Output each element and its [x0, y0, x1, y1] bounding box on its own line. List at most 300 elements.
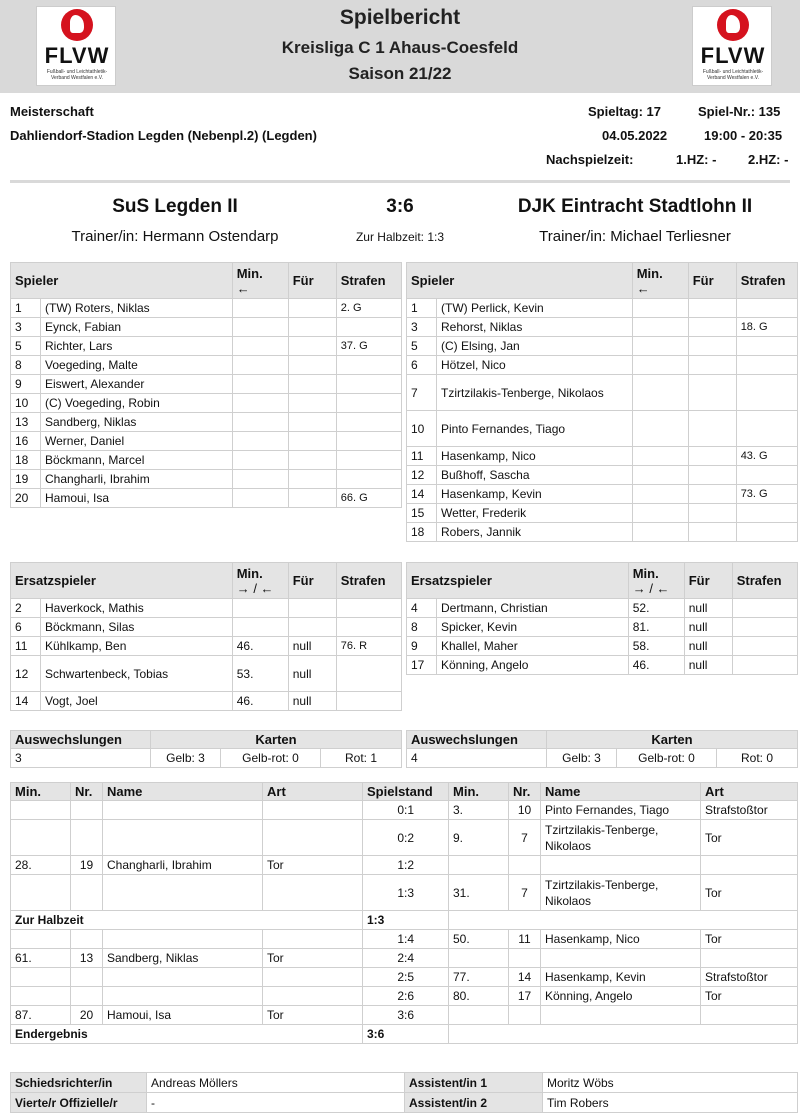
player-card	[336, 618, 401, 637]
player-card	[336, 413, 401, 432]
player-minute	[632, 318, 688, 337]
player-card	[732, 656, 797, 675]
home-summary-table	[10, 730, 402, 768]
goal-row	[11, 968, 798, 987]
player-minute	[232, 432, 288, 451]
player-name: Robers, Jannik	[437, 523, 633, 542]
player-card	[336, 470, 401, 489]
goal-row	[11, 875, 798, 911]
player-card	[736, 466, 797, 485]
flvw-logo-right	[692, 6, 772, 86]
player-minute	[232, 489, 288, 508]
table-row	[11, 451, 402, 470]
player-name: (TW) Perlick, Kevin	[437, 299, 633, 318]
away-goal-type: Tor	[701, 875, 798, 911]
away-goal-number: 11	[509, 930, 541, 949]
player-for: null	[288, 637, 336, 656]
table-row	[11, 489, 402, 508]
player-for	[288, 489, 336, 508]
table-row	[11, 637, 402, 656]
table-row	[11, 394, 402, 413]
player-for	[688, 504, 736, 523]
for-column-header: Für	[688, 263, 736, 299]
away-goal-scorer: Pinto Fernandes, Tiago	[541, 801, 701, 820]
player-number: 17	[407, 656, 437, 675]
running-score: 2:6	[363, 987, 449, 1006]
empty-cell	[449, 1025, 798, 1044]
away-goal-scorer	[541, 1006, 701, 1025]
player-minute: 52.	[628, 599, 684, 618]
player-name: Pinto Fernandes, Tiago	[437, 411, 633, 447]
away-subs-count: 4	[407, 749, 547, 768]
player-name: Hasenkamp, Nico	[437, 447, 633, 466]
player-name: Sandberg, Niklas	[41, 413, 233, 432]
extra-time-hz1: 1.HZ: -	[676, 152, 717, 167]
home-name-header: Name	[103, 783, 263, 801]
home-goal-scorer: Changharli, Ibrahim	[103, 856, 263, 875]
extra-time-hz2: 2.HZ: -	[748, 152, 789, 167]
player-minute	[632, 375, 688, 411]
away-goal-number: 10	[509, 801, 541, 820]
goal-row	[11, 1025, 798, 1044]
fourth-official-label: Vierte/r Offizielle/r	[11, 1093, 147, 1113]
table-row	[11, 375, 402, 394]
running-score: 1:4	[363, 930, 449, 949]
away-goal-minute	[449, 949, 509, 968]
away-lineup-table	[406, 262, 798, 542]
player-minute	[232, 413, 288, 432]
cards-column-header: Strafen	[732, 563, 797, 599]
away-goal-scorer: Tzirtzilakis-Tenberge, Nikolaos	[541, 820, 701, 856]
referee-label: Schiedsrichter/in	[11, 1073, 147, 1093]
player-card	[336, 451, 401, 470]
player-for	[288, 337, 336, 356]
player-card	[736, 375, 797, 411]
minute-column-header	[632, 263, 688, 299]
player-card	[336, 432, 401, 451]
player-for	[288, 375, 336, 394]
minute-header-arrow: → / ←	[632, 580, 670, 596]
period-label: Zur Halbzeit	[11, 911, 363, 930]
player-number: 7	[407, 375, 437, 411]
goal-row	[11, 911, 798, 930]
fourth-official-name: -	[147, 1093, 405, 1113]
player-minute	[232, 599, 288, 618]
player-minute	[632, 504, 688, 523]
away-goal-minute: 31.	[449, 875, 509, 911]
player-for	[288, 470, 336, 489]
minute-column-header	[232, 563, 288, 599]
away-goal-type	[701, 949, 798, 968]
home-type-header: Art	[263, 783, 363, 801]
running-score: 1:2	[363, 856, 449, 875]
player-for	[288, 299, 336, 318]
home-yellow-count: Gelb: 3	[151, 749, 221, 768]
player-card	[736, 411, 797, 447]
player-number: 5	[407, 337, 437, 356]
player-card: 76. R	[336, 637, 401, 656]
home-goal-type	[263, 987, 363, 1006]
logo-word: FLVW	[44, 43, 110, 68]
home-goal-number: 13	[71, 949, 103, 968]
away-yellowred-count: Gelb-rot: 0	[617, 749, 717, 768]
table-row	[11, 470, 402, 489]
away-red-count: Rot: 0	[717, 749, 798, 768]
player-for: null	[288, 692, 336, 711]
player-for	[688, 375, 736, 411]
home-goal-number	[71, 987, 103, 1006]
cards-header: Karten	[151, 731, 402, 749]
home-red-count: Rot: 1	[321, 749, 402, 768]
home-subs-count: 3	[11, 749, 151, 768]
player-minute	[232, 394, 288, 413]
player-minute	[632, 447, 688, 466]
home-team-name: SuS Legden II	[112, 196, 238, 217]
home-goal-number	[71, 968, 103, 987]
empty-cell	[449, 911, 798, 930]
away-goal-number: 7	[509, 820, 541, 856]
away-trainer: Trainer/in: Michael Terliesner	[539, 228, 731, 245]
divider	[10, 180, 790, 183]
goal-row	[11, 820, 798, 856]
player-number: 9	[11, 375, 41, 394]
minute-header-text: Min.	[632, 565, 659, 581]
away-goal-type: Tor	[701, 987, 798, 1006]
away-number-header: Nr.	[509, 783, 541, 801]
away-goal-minute	[449, 856, 509, 875]
period-score: 3:6	[363, 1025, 449, 1044]
player-name: Kühlkamp, Ben	[41, 637, 233, 656]
table-row	[11, 599, 402, 618]
home-goal-minute	[11, 801, 71, 820]
player-card	[736, 356, 797, 375]
match-date: 04.05.2022	[602, 128, 668, 143]
player-number: 9	[407, 637, 437, 656]
player-minute	[632, 523, 688, 542]
player-for	[288, 599, 336, 618]
player-column-header: Spieler	[11, 263, 233, 299]
home-goal-minute: 61.	[11, 949, 71, 968]
home-goal-scorer	[103, 801, 263, 820]
player-for: null	[288, 656, 336, 692]
home-number-header: Nr.	[71, 783, 103, 801]
table-row	[407, 299, 798, 318]
player-name: Voegeding, Malte	[41, 356, 233, 375]
player-number: 6	[407, 356, 437, 375]
referee-name: Andreas Möllers	[147, 1073, 405, 1093]
player-name: Böckmann, Silas	[41, 618, 233, 637]
officials-table	[10, 1072, 798, 1113]
goal-row	[11, 1006, 798, 1025]
player-minute	[232, 356, 288, 375]
goal-row	[11, 987, 798, 1006]
player-card	[736, 337, 797, 356]
period-label: Endergebnis	[11, 1025, 363, 1044]
for-column-header: Für	[288, 263, 336, 299]
player-number: 13	[11, 413, 41, 432]
table-row	[407, 504, 798, 523]
running-score: 1:3	[363, 875, 449, 911]
home-goal-type: Tor	[263, 949, 363, 968]
player-for	[688, 466, 736, 485]
home-minute-header: Min.	[11, 783, 71, 801]
home-goal-type	[263, 930, 363, 949]
home-goal-minute	[11, 987, 71, 1006]
player-for: null	[684, 637, 732, 656]
home-goal-number	[71, 820, 103, 856]
player-number: 18	[407, 523, 437, 542]
table-row	[11, 318, 402, 337]
away-goal-minute: 3.	[449, 801, 509, 820]
running-score: 0:1	[363, 801, 449, 820]
for-column-header: Für	[288, 563, 336, 599]
player-minute	[632, 299, 688, 318]
player-name: Richter, Lars	[41, 337, 233, 356]
assistant2-label: Assistent/in 2	[405, 1093, 543, 1113]
table-row	[11, 356, 402, 375]
away-goal-type: Strafstoßtor	[701, 801, 798, 820]
player-card: 18. G	[736, 318, 797, 337]
player-for: null	[684, 599, 732, 618]
player-for	[688, 299, 736, 318]
player-number: 5	[11, 337, 41, 356]
player-minute	[232, 337, 288, 356]
minute-header-arrow: ←	[636, 280, 650, 296]
player-number: 1	[407, 299, 437, 318]
home-goal-minute	[11, 968, 71, 987]
home-goal-minute	[11, 930, 71, 949]
logo-subtitle: Fußball- und Leichtathletik-Verband Westfalen e.V.	[702, 69, 764, 81]
player-minute: 46.	[232, 637, 288, 656]
home-goal-scorer	[103, 968, 263, 987]
player-card	[336, 692, 401, 711]
table-row	[407, 356, 798, 375]
for-column-header: Für	[684, 563, 732, 599]
away-goal-scorer: Hasenkamp, Kevin	[541, 968, 701, 987]
home-goal-scorer: Sandberg, Niklas	[103, 949, 263, 968]
player-number: 14	[407, 485, 437, 504]
player-minute: 53.	[232, 656, 288, 692]
assistant2-name: Tim Robers	[543, 1093, 798, 1113]
player-for	[688, 447, 736, 466]
player-minute	[232, 618, 288, 637]
player-card	[336, 656, 401, 692]
league-title: Kreisliga C 1 Ahaus-Coesfeld	[281, 38, 519, 57]
table-row	[407, 337, 798, 356]
player-card	[336, 356, 401, 375]
table-row	[407, 656, 798, 675]
cards-column-header: Strafen	[736, 263, 797, 299]
player-card: 2. G	[336, 299, 401, 318]
player-name: Könning, Angelo	[437, 656, 629, 675]
minute-column-header	[232, 263, 288, 299]
logo-word: FLVW	[700, 43, 766, 68]
player-number: 20	[11, 489, 41, 508]
player-for	[288, 318, 336, 337]
away-goal-type: Strafstoßtor	[701, 968, 798, 987]
home-goal-type	[263, 820, 363, 856]
home-goal-type	[263, 968, 363, 987]
player-number: 1	[11, 299, 41, 318]
away-goal-number	[509, 949, 541, 968]
subs-header: Auswechslungen	[11, 731, 151, 749]
cards-header: Karten	[547, 731, 798, 749]
player-name: Hasenkamp, Kevin	[437, 485, 633, 504]
player-for	[288, 356, 336, 375]
goal-row	[11, 949, 798, 968]
player-name: Vogt, Joel	[41, 692, 233, 711]
home-goal-number	[71, 801, 103, 820]
player-number: 4	[407, 599, 437, 618]
player-for	[688, 411, 736, 447]
home-goal-scorer	[103, 930, 263, 949]
player-name: Hamoui, Isa	[41, 489, 233, 508]
player-for: null	[684, 618, 732, 637]
minute-header-text: Min.	[636, 265, 663, 281]
horse-emblem-icon	[717, 9, 749, 41]
player-for	[688, 337, 736, 356]
goals-table	[10, 782, 798, 1044]
player-minute	[632, 411, 688, 447]
home-goal-minute: 28.	[11, 856, 71, 875]
home-lineup-table	[10, 262, 402, 508]
away-goal-scorer	[541, 949, 701, 968]
player-card	[736, 523, 797, 542]
table-row	[407, 618, 798, 637]
player-name: Spicker, Kevin	[437, 618, 629, 637]
goal-row	[11, 856, 798, 875]
player-card: 66. G	[336, 489, 401, 508]
player-for	[688, 523, 736, 542]
player-minute	[632, 356, 688, 375]
player-card: 73. G	[736, 485, 797, 504]
home-subs-table	[10, 562, 402, 711]
logo-subtitle: Fußball- und Leichtathletik-Verband Westfalen e.V.	[46, 69, 108, 81]
player-for	[288, 394, 336, 413]
player-number: 12	[407, 466, 437, 485]
away-yellow-count: Gelb: 3	[547, 749, 617, 768]
away-goal-minute: 80.	[449, 987, 509, 1006]
cards-column-header: Strafen	[336, 263, 401, 299]
player-card	[736, 299, 797, 318]
season-title: Saison 21/22	[348, 64, 452, 83]
assistant1-label: Assistent/in 1	[405, 1073, 543, 1093]
player-name: Wetter, Frederik	[437, 504, 633, 523]
subs-header: Auswechslungen	[407, 731, 547, 749]
away-goal-number: 14	[509, 968, 541, 987]
player-column-header: Ersatzspieler	[11, 563, 233, 599]
home-goal-type: Tor	[263, 856, 363, 875]
away-goal-minute: 77.	[449, 968, 509, 987]
cards-column-header: Strafen	[336, 563, 401, 599]
away-goal-minute	[449, 1006, 509, 1025]
away-goal-type: Tor	[701, 930, 798, 949]
player-minute	[232, 470, 288, 489]
player-card	[732, 618, 797, 637]
player-minute	[232, 375, 288, 394]
player-number: 11	[11, 637, 41, 656]
player-name: Haverkock, Mathis	[41, 599, 233, 618]
home-goal-type	[263, 875, 363, 911]
player-name: Tzirtzilakis-Tenberge, Nikolaos	[437, 375, 633, 411]
player-number: 19	[11, 470, 41, 489]
player-card: 43. G	[736, 447, 797, 466]
player-card	[336, 599, 401, 618]
home-goal-number: 20	[71, 1006, 103, 1025]
player-for: null	[684, 656, 732, 675]
away-goal-scorer: Könning, Angelo	[541, 987, 701, 1006]
away-name-header: Name	[541, 783, 701, 801]
home-goal-scorer	[103, 820, 263, 856]
running-score: 0:2	[363, 820, 449, 856]
player-minute: 81.	[628, 618, 684, 637]
player-number: 10	[407, 411, 437, 447]
table-row	[11, 413, 402, 432]
player-name: Böckmann, Marcel	[41, 451, 233, 470]
away-goal-type	[701, 856, 798, 875]
player-minute: 46.	[628, 656, 684, 675]
away-type-header: Art	[701, 783, 798, 801]
player-for	[288, 618, 336, 637]
away-subs-table	[406, 562, 798, 675]
running-score: 3:6	[363, 1006, 449, 1025]
player-card	[336, 394, 401, 413]
player-number: 6	[11, 618, 41, 637]
home-yellowred-count: Gelb-rot: 0	[221, 749, 321, 768]
player-minute: 58.	[628, 637, 684, 656]
away-goal-scorer: Tzirtzilakis-Tenberge, Nikolaos	[541, 875, 701, 911]
home-goal-number	[71, 930, 103, 949]
player-minute	[632, 466, 688, 485]
player-number: 15	[407, 504, 437, 523]
home-goal-type	[263, 801, 363, 820]
player-card	[736, 504, 797, 523]
assistant1-name: Moritz Wöbs	[543, 1073, 798, 1093]
away-goal-type	[701, 1006, 798, 1025]
minute-header-text: Min.	[236, 265, 263, 281]
away-minute-header: Min.	[449, 783, 509, 801]
venue: Dahliendorf-Stadion Legden (Nebenpl.2) (Legden)	[10, 128, 317, 143]
minute-header-text: Min.	[236, 565, 263, 581]
table-row	[407, 599, 798, 618]
player-name: Bußhoff, Sascha	[437, 466, 633, 485]
minute-column-header	[628, 563, 684, 599]
player-column-header: Ersatzspieler	[407, 563, 629, 599]
player-minute	[632, 337, 688, 356]
final-score: 3:6	[386, 196, 414, 217]
player-minute	[232, 451, 288, 470]
home-goal-type: Tor	[263, 1006, 363, 1025]
running-score: 2:5	[363, 968, 449, 987]
table-row	[407, 318, 798, 337]
goal-row	[11, 930, 798, 949]
player-name: Khallel, Maher	[437, 637, 629, 656]
away-goal-scorer	[541, 856, 701, 875]
player-number: 14	[11, 692, 41, 711]
player-number: 8	[407, 618, 437, 637]
away-goal-type: Tor	[701, 820, 798, 856]
player-column-header: Spieler	[407, 263, 633, 299]
home-trainer: Trainer/in: Hermann Ostendarp	[71, 228, 279, 245]
player-card	[732, 637, 797, 656]
page-title: Spielbericht	[339, 6, 461, 29]
score-header: Spielstand	[363, 783, 449, 801]
player-number: 11	[407, 447, 437, 466]
away-team-name: DJK Eintracht Stadtlohn II	[517, 196, 753, 217]
player-name: Rehorst, Niklas	[437, 318, 633, 337]
home-goal-scorer: Hamoui, Isa	[103, 1006, 263, 1025]
goal-row	[11, 801, 798, 820]
